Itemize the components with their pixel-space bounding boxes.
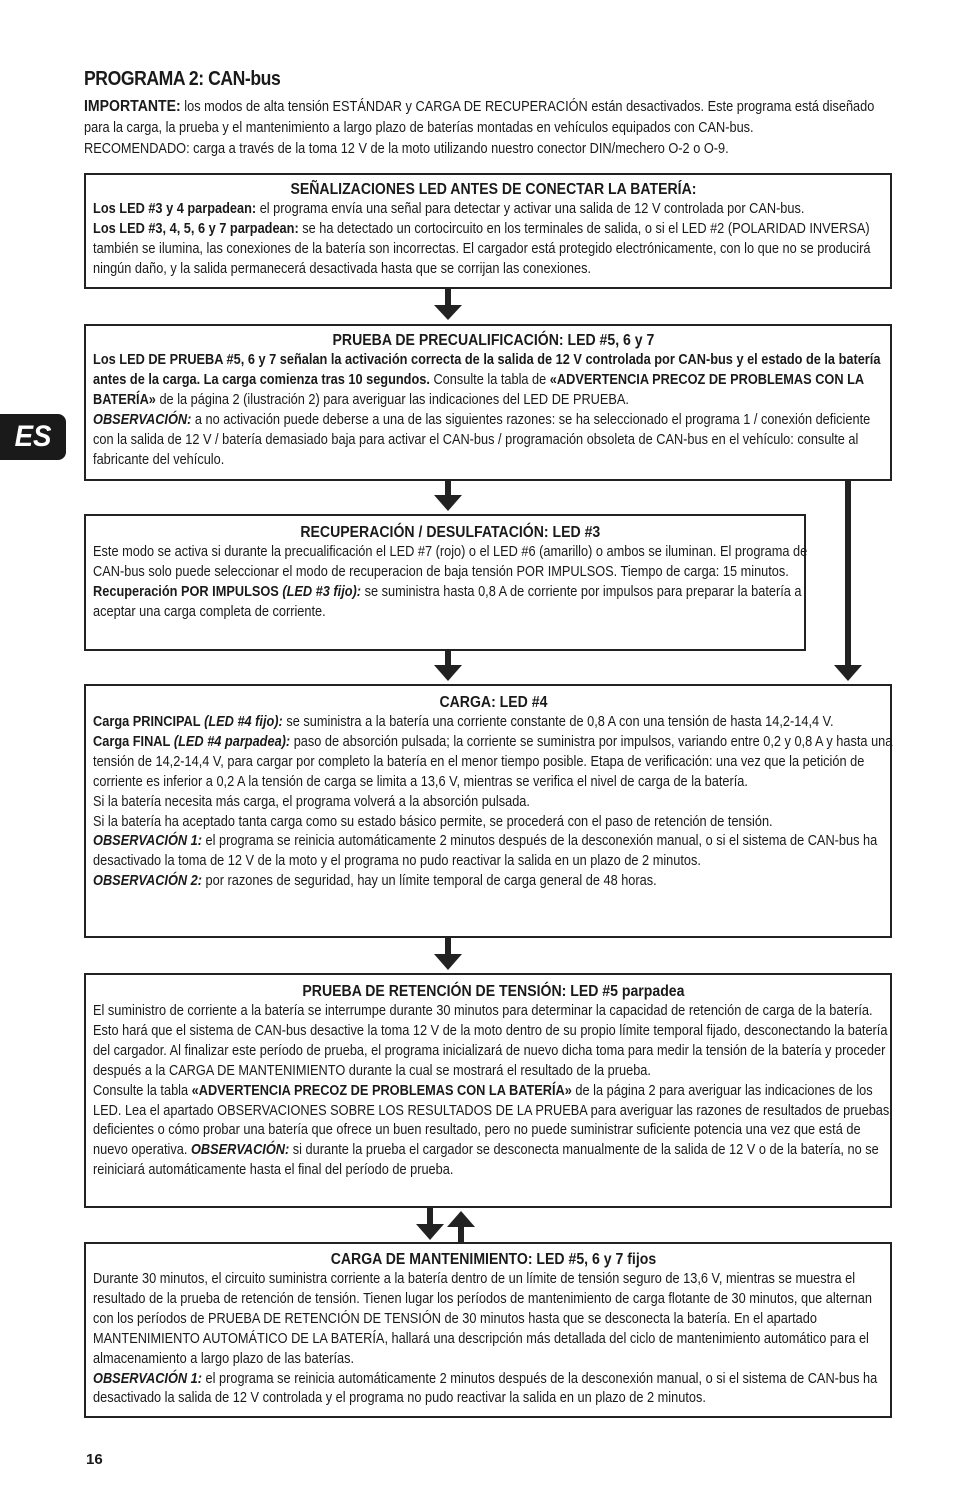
- paragraph-text: de la página 2 para averiguar las indicaciones de los LED. Lea el apartado OBSERVACIONES SOBRE LOS RESULTADOS DE LA PRUEBA para averiguar las razones de resultados de pruebas deficientes o cómo probar una batería que ofrece un buen resultado, pero no puede suministrar suficiente potencia una vez que está de nuevo operativa.: [93, 1082, 890, 1159]
- bold-lead: Carga PRINCIPAL: [93, 714, 201, 730]
- box-title: PRUEBA DE PRECUALIFICACIÓN: LED #5, 6 y 7: [332, 332, 655, 349]
- observation-label: OBSERVACIÓN:: [190, 1142, 290, 1159]
- observation-text: el programa se reinicia automáticamente 2 minutos después de la desconexión manual, o si el sistema de CAN-bus ha desactivado la toma de 12 V de la moto y el programa no pudo reactivar la salida en un plazo de 2 minutos.: [93, 833, 878, 870]
- bypass-arrow-icon: [834, 481, 862, 681]
- observation-text: el programa se reinicia automáticamente 2 minutos después de la desconexión manual, o si el sistema de CAN-bus ha desactivado la salida de 12 V controlada y el programa no pudo reactivar la salida en un plazo de 2 minutos.: [93, 1370, 878, 1407]
- arrow-down-icon: [434, 481, 462, 511]
- arrow-down-icon: [434, 938, 462, 970]
- led-state: (LED #4 parpadea):: [170, 733, 291, 750]
- language-tab: [0, 414, 66, 460]
- page-number: 16: [86, 1451, 103, 1468]
- bold-reference: «ADVERTENCIA PRECOZ DE PROBLEMAS CON LA BATERÍA»: [93, 371, 864, 408]
- arrow-down-icon: [434, 289, 462, 320]
- box-title: SEÑALIZACIONES LED ANTES DE CONECTAR LA BATERÍA:: [290, 181, 697, 198]
- box-title: PRUEBA DE RETENCIÓN DE TENSIÓN: LED #5 parpadea: [302, 983, 685, 1000]
- bold-reference: «ADVERTENCIA PRECOZ DE PROBLEMAS CON LA BATERÍA»: [191, 1082, 572, 1099]
- box-title: RECUPERACIÓN / DESULFATACIÓN: LED #3: [300, 524, 601, 541]
- arrow-down-icon: [434, 651, 462, 681]
- observation-label: OBSERVACIÓN:: [93, 411, 192, 428]
- important-label: IMPORTANTE:: [84, 98, 181, 115]
- observation-label: OBSERVACIÓN 2:: [93, 873, 202, 890]
- paragraph-text: Consulte la tabla: [93, 1082, 192, 1099]
- box-paragraph: Si la batería necesita más carga, el programa volverá a la absorción pulsada.: [93, 793, 530, 810]
- box-title: CARGA: LED #4: [439, 694, 548, 711]
- bold-lead: Los LED DE PRUEBA #5, 6 y 7 señalan la activación correcta de la salida de 12 V controlada por CAN-bus y el estado de la batería antes de la carga. La carga comienza tras 10 segundos.: [93, 352, 881, 388]
- important-text: los modos de alta tensión ESTÁNDAR y CARGA DE RECUPERACIÓN están desactivados. Este programa está diseñado para la carga, la prueba y el mantenimiento a largo plazo de baterías montadas en vehículos equipados con CAN-bus.: [84, 99, 875, 136]
- box-paragraph: Durante 30 minutos, el circuito suministra corriente a la batería dentro de un límite de tensión seguro de 13,6 V, mientras se muestra el resultado de la prueba de retención de tensión. Tienen lugar los períodos de mantenimiento de carga flotante de 30 minutos, que alternan con los períodos de PRUEBA DE RETENCIÓN DE TENSIÓN de 30 minutos hasta que se desconecta la batería. En el apartado MANTENIMIENTO AUTOMÁTICO DE LA BATERÍA, hallará una descripción más detallada del ciclo de mantenimiento automático para el almacenamiento a largo plazo de las baterías.: [93, 1271, 872, 1367]
- box-paragraph: Si la batería ha aceptado tanta carga como su estado básico permite, se procederá con el paso de retención de tensión.: [93, 813, 773, 830]
- paragraph-text: se ha detectado un cortocircuito en los terminales de salida, o si el LED #2 (POLARIDAD INVERSA) también se ilumina, las conexiones de la batería son incorrectas. El cargador está protegido electrónicamente, con lo que no se producirá ningún daño, y la salida permanecerá desactivada hasta que se corrijan las conexiones.: [93, 220, 871, 277]
- paragraph-text: se suministra hasta 0,8 A de corriente por impulsos para preparar la batería a aceptar una carga completa de corriente.: [93, 583, 802, 620]
- recommended-paragraph: RECOMENDADO: carga a través de la toma 12 V de la moto utilizando nuestro conector DIN/mechero O-2 o O-9.: [84, 141, 729, 157]
- bold-lead: Carga FINAL: [93, 733, 171, 750]
- box-paragraph: Este modo se activa si durante la precualificación el LED #7 (rojo) o el LED #6 (amarillo) o ambos se iluminan. El programa de CAN-bus solo puede seleccionar el modo de recuperacion de baja tensión POR IMPULSOS. Tiempo de carga: 15 minutos.: [93, 544, 808, 580]
- observation-label: OBSERVACIÓN 1:: [93, 1370, 202, 1387]
- bold-lead: Los LED #3 y 4 parpadean:: [93, 201, 257, 217]
- paragraph-text: Consulte la tabla de: [429, 371, 550, 388]
- language-code: ES: [14, 420, 52, 453]
- bold-lead: Recuperación POR IMPULSOS: [93, 583, 279, 600]
- observation-text: a no activación puede deberse a una de las siguientes razones: se ha seleccionado el programa 1 / conexión deficiente con la salida de 12 V / batería demasiado baja para activar el CAN-bus / programación obsoleta de CAN-bus en el vehículo: consulte al fabricante del vehículo.: [93, 411, 871, 468]
- led-state: (LED #3 fijo):: [278, 583, 362, 600]
- observation-text: si durante la prueba el cargador se desconecta manualmente de la salida de 12 V o de la batería, no se reiniciará automáticamente hasta el final del período de prueba.: [93, 1142, 879, 1179]
- bold-lead: Los LED #3, 4, 5, 6 y 7 parpadean:: [93, 220, 299, 237]
- paragraph-text: paso de absorción pulsada; la corriente se suministra por impulsos, variando entre 0,2 y 0,8 A y hasta una tensión de 14,2-14,4 V, para cargar por completo la batería en el menor tiempo posible. Etapa de verificación: una vez que la petición de corriente es inferior a 0,2 A la tensión de carga se limita a 13,6 V, mientras se verifica el nivel de carga de la batería.: [93, 733, 893, 790]
- box-paragraph: El suministro de corriente a la batería se interrumpe durante 30 minutos para determinar la capacidad de retención de carga de la batería. Esto hará que el sistema de CAN-bus desactive la toma 12 V de la moto dentro de su propio límite temporal fijado, desconectando la batería del cargador. Al finalizar este período de prueba, el programa inicializará de nuevo dicha toma para medir la tensión de la batería y proceder después a la CARGA DE MANTENIMIENTO durante la cual se mostrará el resultado de la prueba.: [93, 1003, 888, 1079]
- page-title: PROGRAMA 2: CAN-bus: [84, 68, 281, 90]
- paragraph-text: el programa envía una señal para detectar y activar una salida de 12 V controlada por CAN-bus.: [256, 201, 805, 217]
- paragraph-text: se suministra a la batería una corriente constante de 0,8 A con una tensión de hasta 14,2-14,4 V.: [282, 714, 834, 730]
- paragraph-text: de la página 2 (ilustración 2) para averiguar las indicaciones del LED DE PRUEBA.: [155, 391, 629, 408]
- led-state: (LED #4 fijo):: [200, 714, 283, 730]
- observation-text: por razones de seguridad, hay un límite temporal de carga general de 48 horas.: [201, 873, 657, 890]
- arrow-up-icon: [447, 1211, 475, 1242]
- observation-label: OBSERVACIÓN 1:: [93, 833, 202, 850]
- arrow-down-icon: [416, 1208, 444, 1240]
- box-title: CARGA DE MANTENIMIENTO: LED #5, 6 y 7 fijos: [330, 1251, 657, 1268]
